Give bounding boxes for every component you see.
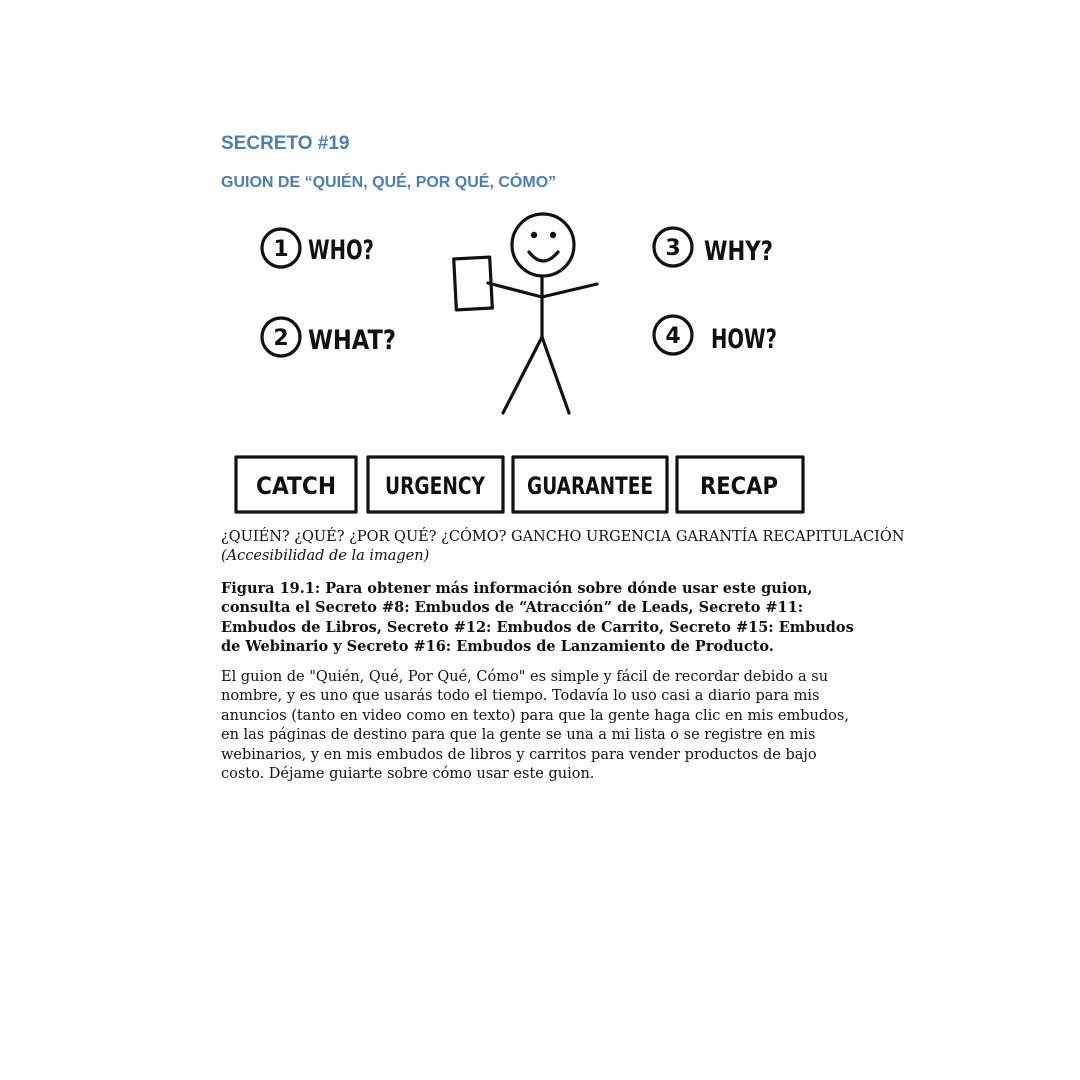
question-number-4: 4	[665, 324, 681, 349]
question-number-1: 1	[273, 237, 289, 262]
image-alt-text: ¿QUIÉN? ¿QUÉ? ¿POR QUÉ? ¿CÓMO? GANCHO URGENCIA GARANTÍA RECAPITULACIÓN	[221, 529, 905, 545]
question-number-2: 2	[273, 326, 289, 351]
question-label-who: WHO?	[308, 235, 374, 266]
script-title: GUION DE “QUIÉN, QUÉ, POR QUÉ, CÓMO”	[221, 174, 557, 191]
secret-heading: SECRETO #19	[221, 133, 350, 154]
question-number-3: 3	[665, 236, 681, 261]
question-label-how: HOW?	[711, 324, 777, 355]
box-label-recap: RECAP	[700, 472, 778, 500]
body-paragraph: El guion de "Quién, Qué, Por Qué, Cómo" es simple y fácil de recordar debido a su nombre, y es uno que usarás todo el tiempo. Todavía lo uso casi a diario para mis anuncios (tanto en video como en texto) para que la gente haga clic en mis embudos, en las páginas de destino para que la gente se una a mi lista o se registre en mis webinarios, y en mis embudos de libros y carritos para vender productos de bajo costo. Déjame guiarte sobre cómo usar este guion.	[221, 669, 849, 783]
who-what-why-how-illustration	[221, 200, 861, 520]
figure-caption: Figura 19.1: Para obtener más información sobre dónde usar este guion, consulta el Secreto #8: Embudos de “Atracción” de Leads, Secreto #11: Embudos de Libros, Secreto #12: Embudos de Carrito, Secreto #15: Embudos de Webinario y Secreto #16: Embudos de Lanzamiento de Producto.	[221, 580, 854, 656]
box-label-urgency: URGENCY	[385, 472, 486, 500]
question-label-what: WHAT?	[308, 325, 396, 356]
box-label-guarantee: GUARANTEE	[527, 472, 653, 500]
image-accessibility-link[interactable]: (Accesibilidad de la imagen)	[221, 548, 430, 564]
box-label-catch: CATCH	[256, 472, 336, 500]
stick-figure-icon	[488, 214, 597, 413]
illustration-svg	[221, 200, 861, 520]
question-label-why: WHY?	[704, 236, 773, 267]
